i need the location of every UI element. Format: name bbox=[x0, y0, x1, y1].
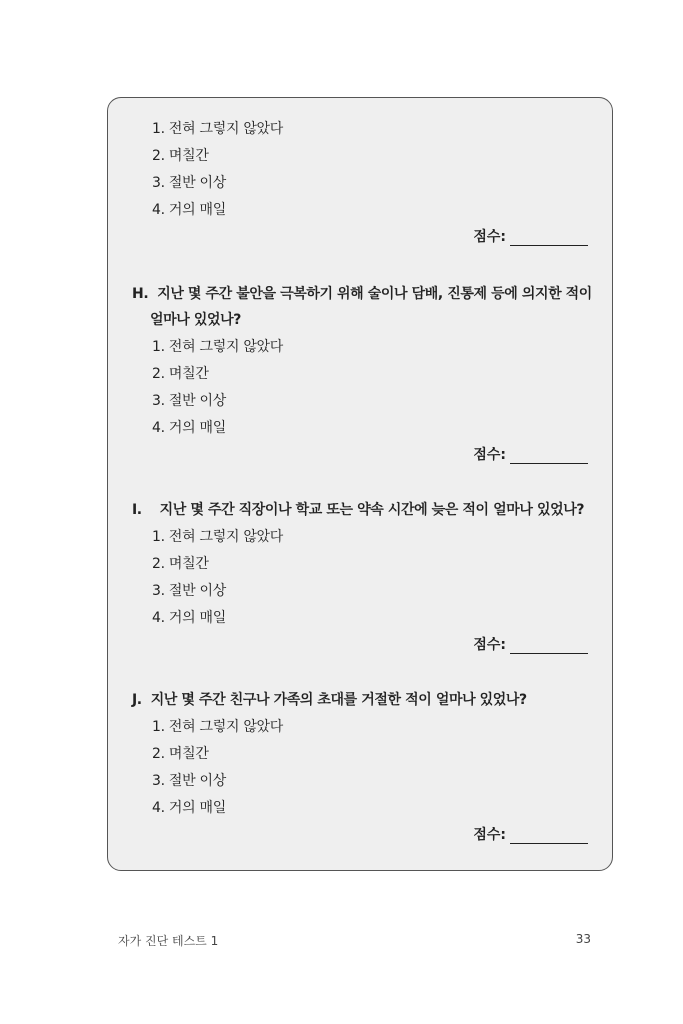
footer-section-title: 자가 진단 테스트 1 bbox=[118, 934, 219, 948]
question-text: 지난 몇 주간 직장이나 학교 또는 약속 시간에 늦은 적이 얼마나 있었나? bbox=[159, 502, 585, 518]
score-label: 점수: bbox=[473, 637, 506, 653]
score-blank[interactable] bbox=[510, 450, 588, 464]
option-3: 3. 절반 이상 bbox=[152, 773, 226, 789]
score-label: 점수: bbox=[473, 447, 506, 463]
option-3: 3. 절반 이상 bbox=[152, 583, 226, 599]
option-1: 1. 전혀 그렇지 않았다 bbox=[152, 719, 283, 735]
option-2: 2. 며칠간 bbox=[152, 366, 209, 382]
option-2: 2. 며칠간 bbox=[152, 148, 209, 164]
option-1: 1. 전혀 그렇지 않았다 bbox=[152, 339, 283, 355]
score-field bbox=[473, 446, 588, 464]
score-label: 점수: bbox=[473, 827, 506, 843]
option-3: 3. 절반 이상 bbox=[152, 175, 226, 191]
question-text: 지난 몇 주간 불안을 극복하기 위해 술이나 담배, 진통제 등에 의지한 적이 bbox=[157, 286, 592, 302]
question-text: 지난 몇 주간 친구나 가족의 초대를 거절한 적이 얼마나 있었나? bbox=[150, 692, 527, 708]
question-prefix: H. bbox=[132, 286, 149, 302]
option-1: 1. 전혀 그렇지 않았다 bbox=[152, 121, 283, 137]
question-text-continued: 얼마나 있었나? bbox=[150, 312, 241, 328]
score-blank[interactable] bbox=[510, 830, 588, 844]
score-field bbox=[473, 636, 588, 654]
option-4: 4. 거의 매일 bbox=[152, 610, 226, 626]
question-prefix: J. bbox=[132, 692, 142, 708]
question-h bbox=[132, 285, 592, 303]
option-1: 1. 전혀 그렇지 않았다 bbox=[152, 529, 283, 545]
option-2: 2. 며칠간 bbox=[152, 556, 209, 572]
questionnaire-box bbox=[107, 97, 613, 871]
score-field bbox=[473, 826, 588, 844]
option-4: 4. 거의 매일 bbox=[152, 800, 226, 816]
question-prefix: I. bbox=[132, 502, 142, 518]
option-3: 3. 절반 이상 bbox=[152, 393, 226, 409]
score-label: 점수: bbox=[473, 229, 506, 245]
score-blank[interactable] bbox=[510, 640, 588, 654]
page-number: 33 bbox=[575, 932, 591, 946]
option-4: 4. 거의 매일 bbox=[152, 420, 226, 436]
question-i bbox=[132, 501, 584, 519]
question-j bbox=[132, 691, 527, 709]
score-field bbox=[473, 228, 588, 246]
score-blank[interactable] bbox=[510, 232, 588, 246]
option-4: 4. 거의 매일 bbox=[152, 202, 226, 218]
option-2: 2. 며칠간 bbox=[152, 746, 209, 762]
